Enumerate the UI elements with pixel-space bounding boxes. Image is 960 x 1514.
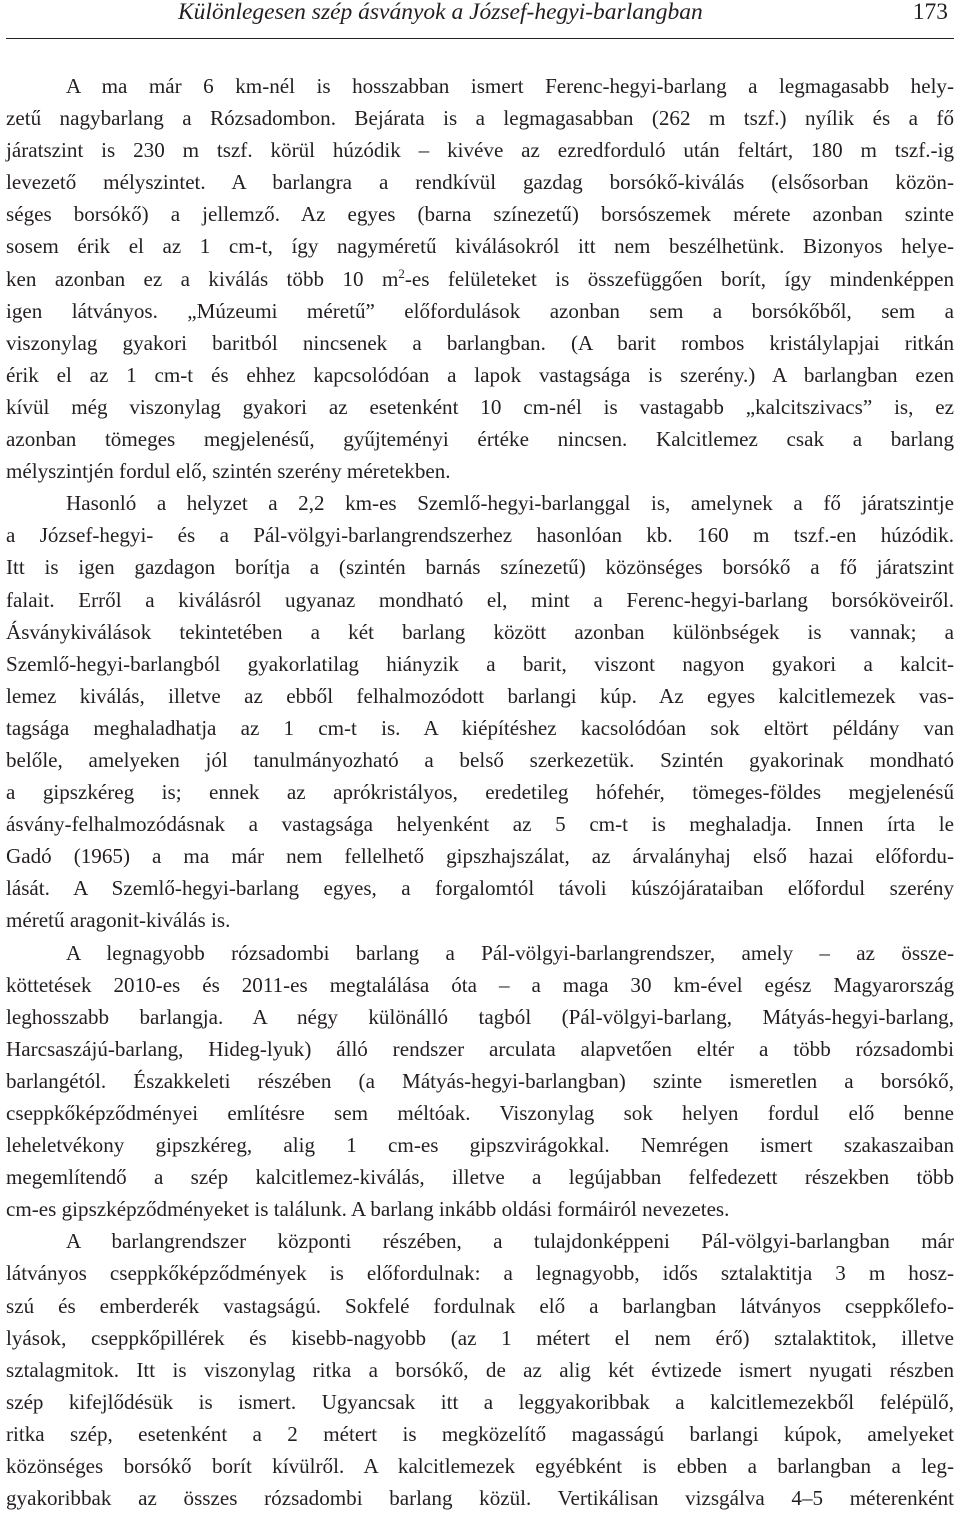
text-line: lását. A Szemlő-hegyi-barlang egyes, a forgalomtól távoli kúszójárataiban előfordul szerény (6, 876, 954, 901)
text-line: szép kifejlődésük is ismert. Ugyancsak itt a leggyakoribbak a kalcitlemezekből felépülő, (6, 1389, 954, 1414)
text-line: ritka szép, esetenként a 2 métert is megközelítő magasságú barlangi kúpok, amelyeket (6, 1421, 954, 1446)
text-line: cm-es gipszképződményeket is találunk. A barlang inkább oldási formáiról nevezetes. (6, 1197, 730, 1222)
text-line: gyakoribbak az összes rózsadombi barlang közül. Vertikálisan vizsgálva 4–5 méterenként (6, 1486, 954, 1511)
header-rule (6, 38, 954, 39)
text-line: cseppkőképződményei említésre sem méltóak. Viszonylag sok helyen fordul elő benne (6, 1101, 954, 1125)
text-line: azonban tömeges megjelenésű, gyűjteményi értéke nincsen. Kalcitlemez csak a barlang (6, 427, 954, 452)
text-line: lyások, cseppkőpillérek és kisebb-nagyobb (az 1 métert el nem érő) sztalaktitok, illetve (6, 1325, 954, 1350)
text-line: ken azonban ez a kiválás több 10 $m^2-es$ felületeket is összefüggően borít, így mindenképpen (6, 265, 954, 291)
paragraph (6, 1225, 954, 1514)
text-line: lemez kiválás, illetve az ebből felhalmozódott barlangi kúp. Az egyes kalcitlemezek vas- (6, 683, 954, 708)
text-line: Ásványkiválások tekintetében a két barlang között azonban különbségek is vannak; a (6, 619, 954, 644)
text-line: zetű nagybarlang a Rózsadombon. Bejárata is a legmagasabban (262 m tszf.) nyílik és a fő (6, 106, 954, 131)
body-text (6, 70, 954, 1514)
text-line: mélyszintjén fordul elő, szintén szerény méretekben. (6, 459, 451, 484)
text-line: A ma már 6 km-nél is hosszabban ismert Ferenc-hegyi-barlang a legmagasabb hely- (66, 74, 954, 98)
paragraph (6, 937, 954, 1226)
running-header (6, 0, 954, 24)
text-line: A barlangrendszer központi részében, a tulajdonképpeni Pál-völgyi-barlangban már (66, 1229, 954, 1254)
paragraph (6, 487, 954, 936)
paragraph (6, 70, 954, 487)
text-line: falait. Erről a kiválásról ugyanaz mondható el, mint a Ferenc-hegyi-barlang borsóköveiről. (6, 587, 954, 612)
text-line: sosem érik el az 1 cm-t, így nagyméretű kiválásokról itt nem beszélhetünk. Bizonyos helye- (6, 234, 954, 259)
text-line: szú és emberderék vastagságú. Sokfelé fordulnak elő a barlangban látványos cseppkőlefo- (6, 1293, 954, 1318)
text-line: leghosszabb barlangja. A négy különálló tagból (Pál-völgyi-barlang, Mátyás-hegyi-barlang, (6, 1004, 954, 1029)
text-line: viszonylag gyakori baritból nincsenek a barlangban. (A barit rombos kristálylapjai ritkán (6, 330, 954, 355)
text-line: belőle, amelyeken jól tanulmányozható a belső szerkezetük. Szintén gyakorinak mondható (6, 747, 954, 772)
running-title: Különlegesen szép ásványok a József-hegyi-barlangban (178, 0, 703, 25)
text-line: Itt is igen gazdagon borítja a (szintén barnás színezetű) közönséges borsókő a fő járatszint (6, 555, 954, 580)
text-line: Szemlő-hegyi-barlangból gyakorlatilag hiányzik a barit, viszont nagyon gyakori a kalcit- (6, 651, 954, 676)
text-line: tagsága meghaladhatja az 1 cm-t is. A kiépítéshez kacsolódóan sok eltört példány van (6, 715, 954, 740)
text-line: közönséges borsókő borít kívülről. A kalcitlemezek egyébként is ebben a barlangban a leg- (6, 1454, 954, 1479)
text-line: a József-hegyi- és a Pál-völgyi-barlangrendszerhez hasonlóan kb. 160 m tszf.-en húzódik. (6, 523, 954, 548)
text-line: barlangétól. Északkeleti részében (a Mátyás-hegyi-barlangban) szinte ismeretlen a borsókő, (6, 1068, 954, 1093)
text-line: Hasonló a helyzet a 2,2 km-es Szemlő-hegyi-barlanggal is, amelynek a fő járatszintje (66, 491, 954, 516)
text-line: sztalagmitok. Itt is viszonylag ritka a borsókő, de az alig két évtizede ismert nyugati részben (6, 1357, 954, 1382)
text-line: Gadó (1965) a ma már nem fellelhető gipszhajszálat, az árvalányhaj első hazai előfordu- (6, 844, 954, 869)
text-line: A legnagyobb rózsadombi barlang a Pál-völgyi-barlangrendszer, amely – az össze- (66, 940, 954, 965)
text-line: látványos cseppkőképződmények is előfordulnak: a legnagyobb, idős sztalaktitja 3 m hosz- (6, 1261, 954, 1286)
text-line: kívül még viszonylag gyakori az esetenként 10 cm-nél is vastagabb „kalcitszivacs” is, ez (6, 394, 954, 419)
text-line: séges borsókő) a jellemző. Az egyes (barna színezetű) borsószemek mérete azonban szinte (6, 202, 954, 227)
text-line: méretű aragonit-kiválás is. (6, 908, 231, 933)
text-line: leheletvékony gipszkéreg, alig 1 cm-es gipszvirágokkal. Nemrégen ismert szakaszaiban (6, 1133, 954, 1158)
text-line: Harcsaszájú-barlang, Hideg-lyuk) álló rendszer arculata alapvetően eltér a több rózsadombi (6, 1036, 954, 1061)
text-line: érik el az 1 cm-t és ehhez kapcsolódóan a lapok vastagsága is szerény.) A barlangban ezen (6, 362, 954, 387)
text-line: köttetések 2010-es és 2011-es megtalálása óta – a maga 30 km-ével egész Magyarország (6, 972, 954, 997)
text-line: ásvány-felhalmozódásnak a vastagsága helyenként az 5 cm-t is meghaladja. Innen írta le (6, 812, 954, 837)
text-line: igen látványos. „Múzeumi méretű” előfordulások azonban sem a borsókőből, sem a (6, 298, 954, 323)
page-number: 173 (912, 0, 948, 25)
text-line: megemlítendő a szép kalcitlemez-kiválás, illetve a legújabban felfedezett részekben több (6, 1165, 954, 1190)
text-line: a gipszkéreg is; ennek az aprókristályos, eredetileg hófehér, tömeges-földes megjelenésű (6, 780, 954, 805)
text-line: levezető mélyszintet. A barlangra a rendkívül gazdag borsókő-kiválás (elsősorban közön- (6, 170, 954, 195)
text-line: járatszint is 230 m tszf. körül húzódik – kivéve az ezredforduló után feltárt, 180 m tszf.-ig (6, 138, 954, 163)
